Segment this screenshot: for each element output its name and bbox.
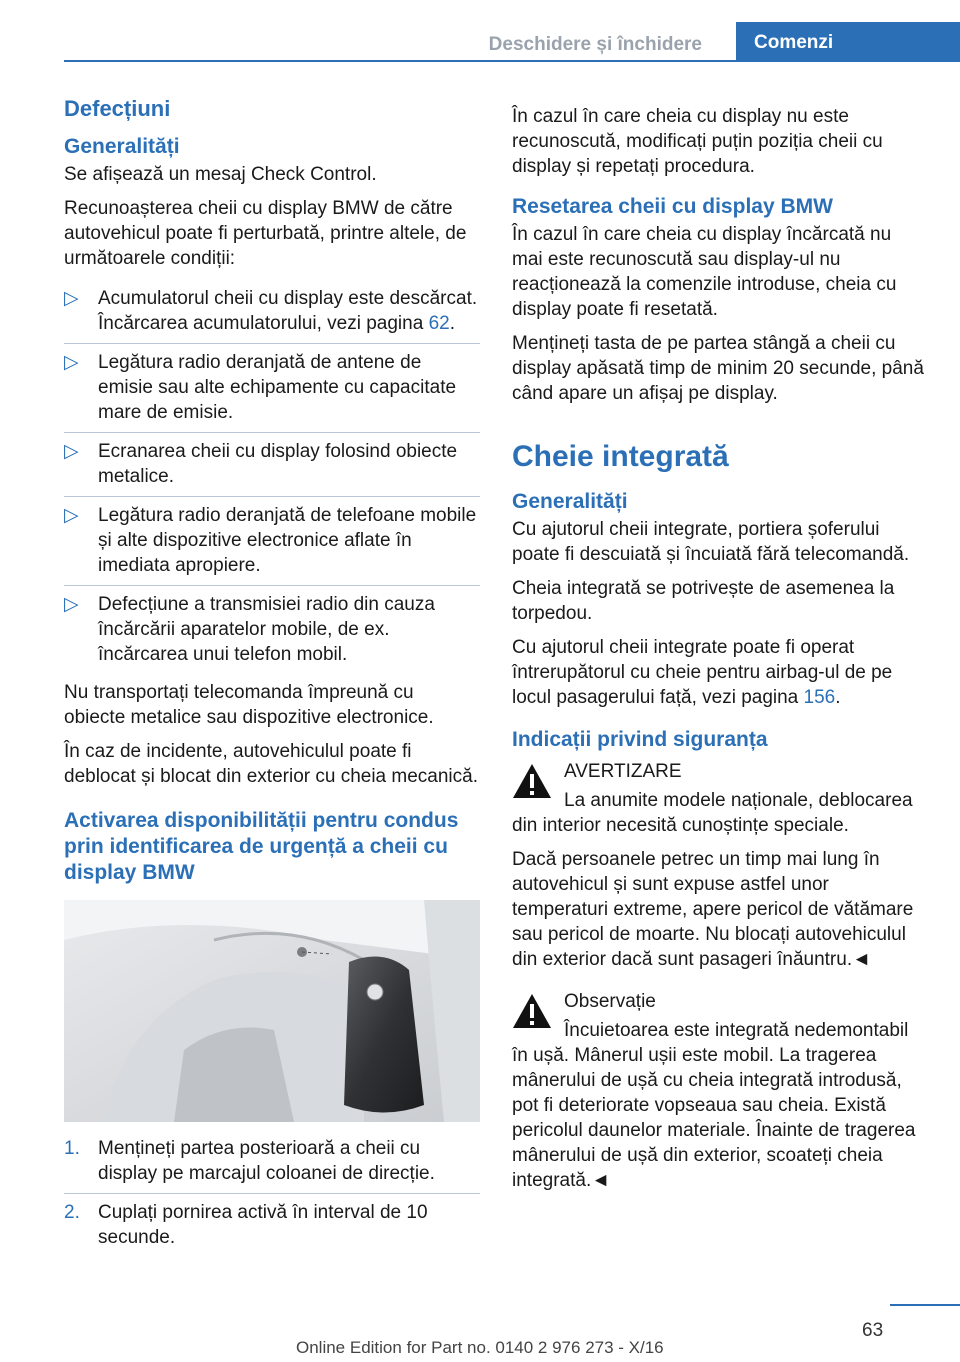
- para-reset-1: În cazul în care cheia cu display încărcată nu mai este recunoscută sau display-ul nu reacționează la comenzile introduse, cheia cu display poate fi resetată.: [512, 224, 897, 320]
- warning-triangle-icon: [512, 763, 552, 799]
- list-item: ▷ Legătura radio deranjată de antene de emisie sau alte echipamente cu capacitate mare de emisie.: [64, 343, 480, 432]
- right-column: [512, 104, 926, 1202]
- para-check-control: Se afișează un mesaj Check Control.: [64, 164, 377, 185]
- warning-text-1: La anumite modele naționale, deblocarea din interior necesită cunoștințe speciale.: [512, 790, 913, 836]
- notice-title: Observație: [564, 991, 656, 1012]
- list-item: ▷ Defecțiune a transmisiei radio din cauza încărcării aparatelor mobile, de ex. încărcarea unui telefon mobil.: [64, 585, 480, 674]
- header-rule: [64, 60, 960, 62]
- list-item: 2. Cuplați pornirea activă în interval de 10 secunde.: [64, 1193, 480, 1257]
- page-number: 63: [862, 1320, 884, 1341]
- para-reset-2: Mențineți tasta de pe partea stângă a cheii cu display apăsată timp de minim 20 secunde, până când apare un afișaj pe display.: [512, 333, 924, 404]
- heading-general-2: Generalități: [512, 490, 628, 513]
- bullet-triangle-icon: ▷: [64, 505, 79, 526]
- list-item: ▷ Ecranarea cheii cu display folosind obiecte metalice.: [64, 432, 480, 496]
- steps-list: [64, 1130, 480, 1257]
- heading-reset: Resetarea cheii cu display BMW: [512, 195, 833, 218]
- footer-rule: [890, 1304, 960, 1306]
- para-transport: Nu transportați telecomanda împreună cu obiecte metalice sau dispozitive electronice.: [64, 682, 434, 728]
- para-repeat: În cazul în care cheia cu display nu este recunoscută, modificați puțin poziția cheii cu display și repetați procedura.: [512, 106, 883, 177]
- display-key-photo: [64, 900, 480, 1122]
- list-item: ▷ Legătura radio deranjată de telefoane mobile și alte dispozitive electronice aflate în imediata apropiere.: [64, 496, 480, 585]
- header-section-title: Deschidere și închidere: [488, 34, 702, 55]
- heading-safety: Indicații privind siguranța: [512, 728, 768, 751]
- para-integrated-3: Cu ajutorul cheii integrate poate fi operat întrerupătorul cu cheie pentru airbag-ul de pe locul pasagerului față, vezi pagina 156.: [512, 637, 893, 708]
- conditions-list: [64, 280, 480, 674]
- para-integrated-1: Cu ajutorul cheii integrate, portiera șoferului poate fi descuiată și încuiată fără telecomandă.: [512, 519, 910, 565]
- header-chapter-tab[interactable]: Comenzi: [736, 22, 960, 62]
- heading-activation: Activarea disponibilității pentru condus prin identificarea de urgență a cheii cu display BMW: [64, 809, 459, 884]
- warning-title: AVERTIZARE: [564, 761, 682, 782]
- bullet-triangle-icon: ▷: [64, 288, 79, 309]
- left-column: [64, 96, 480, 1263]
- warning-text-2: Dacă persoanele petrec un timp mai lung în autovehicul și sunt expuse astfel unor temperaturi extreme, apere pericol de vătămare sau pericol de moarte. Nu blocați autovehiculul din exterior dacă sunt pasageri înăuntru.◄: [512, 849, 914, 970]
- list-item: 1. Mențineți partea posterioară a cheii cu display pe marcajul coloanei de direcție.: [64, 1138, 435, 1184]
- notice-text: Încuietoarea este integrată nedemontabil în ușă. Mânerul ușii este mobil. La tragerea mânerului de ușă cu cheia integrată introdusă, pot fi deteriorate vopseaua sau cheia. Există pericolul daunelor materiale. Înainte de tragerea mânerului de ușă din exterior, scoateți cheia integrată.◄: [512, 1020, 916, 1191]
- bullet-triangle-icon: ▷: [64, 594, 79, 615]
- list-item: ▷ Acumulatorul cheii cu display este descărcat. Încărcarea acumulatorului, vezi pagina 62.: [64, 288, 478, 334]
- notice-triangle-icon: [512, 993, 552, 1029]
- para-incidents: În caz de incidente, autovehiculul poate fi deblocat și blocat din exterior cu cheia mecanică.: [64, 741, 479, 787]
- page-link-156[interactable]: 156: [803, 687, 836, 708]
- page-link-62[interactable]: 62: [428, 313, 450, 334]
- heading-general: Generalități: [64, 135, 180, 158]
- footer-edition: Online Edition for Part no. 0140 2 976 273 - X/16: [296, 1338, 664, 1357]
- notice-block: [512, 989, 926, 1014]
- para-recognition: Recunoașterea cheii cu display BMW de către autovehicul poate fi perturbată, printre altele, de următoarele condiții:: [64, 198, 467, 269]
- warning-block: [512, 759, 926, 784]
- heading-integrated-key: Cheie integrată: [512, 440, 729, 473]
- para-integrated-2: Cheia integrată se potrivește de asemenea la torpedou.: [512, 578, 895, 624]
- bullet-triangle-icon: ▷: [64, 352, 79, 373]
- bullet-triangle-icon: ▷: [64, 441, 79, 462]
- heading-defects: Defecțiuni: [64, 96, 171, 121]
